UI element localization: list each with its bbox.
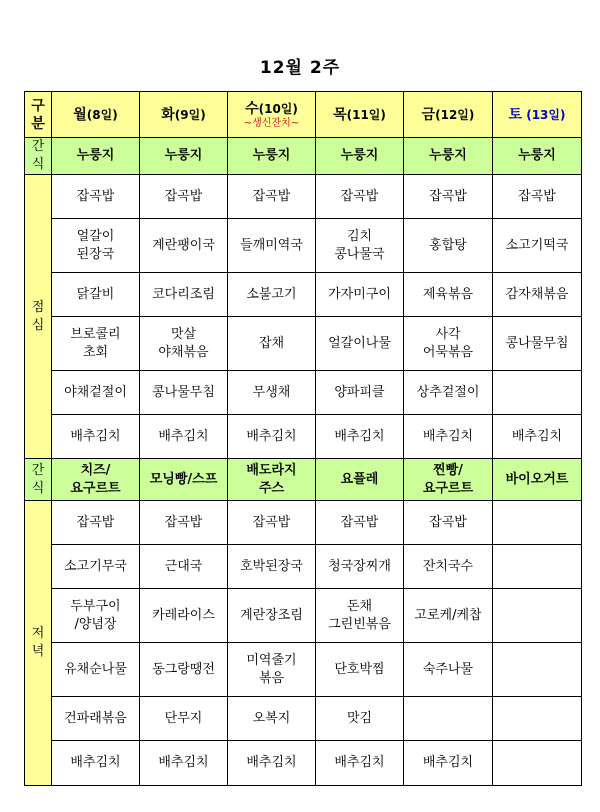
lunch-cell: 배추김치 — [316, 415, 404, 459]
lunch-cell: 배추김치 — [404, 415, 493, 459]
dinner-cell: 잔치국수 — [404, 545, 493, 589]
lunch-cell: 잡곡밥 — [52, 175, 140, 219]
lunch-cell: 얼갈이 된장국 — [52, 219, 140, 273]
lunch-label: 점 심 — [25, 175, 52, 459]
afternoon-snack-cell: 모닝빵/스프 — [140, 459, 228, 501]
day-header-0 — [52, 92, 140, 138]
lunch-cell: 잡곡밥 — [316, 175, 404, 219]
morning-snack-cell: 누룽지 — [316, 138, 404, 175]
lunch-cell: 홍합탕 — [404, 219, 493, 273]
dinner-cell: 잡곡밥 — [52, 501, 140, 545]
dinner-cell: 배추김치 — [316, 741, 404, 786]
header-label: 구분 — [25, 92, 52, 138]
dinner-cell: 건파래볶음 — [52, 697, 140, 741]
dinner-cell: 돈채 그린빈볶음 — [316, 589, 404, 643]
day-header-1 — [140, 92, 228, 138]
menu-table-body — [25, 92, 582, 786]
dinner-cell: 단호박찜 — [316, 643, 404, 697]
lunch-cell: 소고기떡국 — [493, 219, 582, 273]
morning-snack-label: 간식 — [25, 138, 52, 175]
page-title: 12월 2주 — [259, 58, 341, 78]
dinner-row — [25, 545, 582, 589]
day-date: (9일) — [174, 107, 206, 122]
dinner-cell: 카레라이스 — [140, 589, 228, 643]
morning-snack-cell: 누룽지 — [228, 138, 316, 175]
dinner-cell: 잡곡밥 — [140, 501, 228, 545]
day-name: 목 — [333, 106, 347, 123]
day-date: (10일) — [258, 102, 298, 116]
day-header-2 — [228, 92, 316, 138]
dinner-row — [25, 697, 582, 741]
dinner-cell — [493, 589, 582, 643]
day-name: 월 — [73, 106, 87, 123]
lunch-cell: 닭갈비 — [52, 273, 140, 317]
lunch-cell: 야채겉절이 — [52, 371, 140, 415]
dinner-cell: 배추김치 — [404, 741, 493, 786]
day-date: (12일) — [435, 107, 475, 122]
morning-snack-cell: 누룽지 — [404, 138, 493, 175]
dinner-cell: 배추김치 — [140, 741, 228, 786]
dinner-cell: 오복지 — [228, 697, 316, 741]
lunch-cell: 사각 어묵볶음 — [404, 317, 493, 371]
afternoon-snack-cell: 치즈/ 요구르트 — [52, 459, 140, 501]
lunch-cell: 양파피클 — [316, 371, 404, 415]
dinner-cell: 단무지 — [140, 697, 228, 741]
dinner-cell: 배추김치 — [52, 741, 140, 786]
afternoon-snack-label: 간식 — [25, 459, 52, 501]
day-date: (8일) — [86, 107, 118, 122]
lunch-cell: 배추김치 — [140, 415, 228, 459]
afternoon-snack-cell: 찐빵/ 요구르트 — [404, 459, 493, 501]
dinner-cell: 고로케/케찹 — [404, 589, 493, 643]
dinner-cell: 잡곡밥 — [404, 501, 493, 545]
dinner-row — [25, 589, 582, 643]
dinner-label: 저 녁 — [25, 501, 52, 786]
dinner-cell — [493, 501, 582, 545]
lunch-row — [25, 371, 582, 415]
afternoon-snack-cell: 바이오거트 — [493, 459, 582, 501]
dinner-cell — [404, 697, 493, 741]
dinner-row — [25, 741, 582, 786]
day-header-4 — [404, 92, 493, 138]
day-name: 토 — [508, 106, 523, 123]
day-name: 수 — [245, 101, 259, 117]
dinner-row — [25, 643, 582, 697]
dinner-cell — [493, 643, 582, 697]
lunch-cell: 얼갈이나물 — [316, 317, 404, 371]
lunch-cell: 잡채 — [228, 317, 316, 371]
dinner-cell: 호박된장국 — [228, 545, 316, 589]
day-name: 금 — [421, 106, 436, 123]
lunch-cell: 잡곡밥 — [404, 175, 493, 219]
lunch-cell: 코다리조림 — [140, 273, 228, 317]
lunch-cell: 계란팽이국 — [140, 219, 228, 273]
dinner-cell: 근대국 — [140, 545, 228, 589]
dinner-row — [25, 501, 582, 545]
lunch-cell: 잡곡밥 — [493, 175, 582, 219]
morning-snack-row — [25, 138, 582, 175]
dinner-cell: 두부구이 /양념장 — [52, 589, 140, 643]
lunch-cell: 배추김치 — [228, 415, 316, 459]
dinner-cell: 잡곡밥 — [228, 501, 316, 545]
lunch-cell: 맛살 야채볶음 — [140, 317, 228, 371]
weekly-menu-table — [24, 91, 582, 786]
day-header-5 — [493, 92, 582, 138]
lunch-row — [25, 415, 582, 459]
lunch-cell: 상추겉절이 — [404, 371, 493, 415]
dinner-cell: 잡곡밥 — [316, 501, 404, 545]
afternoon-snack-cell: 요플레 — [316, 459, 404, 501]
dinner-cell: 숙주나물 — [404, 643, 493, 697]
dinner-cell: 미역줄기 볶음 — [228, 643, 316, 697]
lunch-row — [25, 273, 582, 317]
dinner-cell: 청국장찌개 — [316, 545, 404, 589]
dinner-cell: 소고기무국 — [52, 545, 140, 589]
lunch-row — [25, 317, 582, 371]
morning-snack-cell: 누룽지 — [493, 138, 582, 175]
lunch-cell: 배추김치 — [493, 415, 582, 459]
morning-snack-cell: 누룽지 — [140, 138, 228, 175]
lunch-cell: 배추김치 — [52, 415, 140, 459]
day-subtitle: ~생신잔치~ — [243, 118, 300, 129]
dinner-cell: 맛김 — [316, 697, 404, 741]
lunch-cell — [493, 371, 582, 415]
lunch-cell: 감자채볶음 — [493, 273, 582, 317]
day-header-3 — [316, 92, 404, 138]
dinner-cell: 유채순나물 — [52, 643, 140, 697]
day-date: (13일) — [522, 107, 566, 122]
dinner-cell — [493, 545, 582, 589]
dinner-cell: 계란장조림 — [228, 589, 316, 643]
lunch-row — [25, 219, 582, 273]
lunch-cell: 브로콜리 초회 — [52, 317, 140, 371]
header-row — [25, 92, 582, 138]
lunch-cell: 콩나물무침 — [140, 371, 228, 415]
dinner-cell — [493, 741, 582, 786]
lunch-cell: 잡곡밥 — [140, 175, 228, 219]
lunch-cell: 잡곡밥 — [228, 175, 316, 219]
lunch-cell: 가자미구이 — [316, 273, 404, 317]
afternoon-snack-row — [25, 459, 582, 501]
afternoon-snack-cell: 배도라지 주스 — [228, 459, 316, 501]
dinner-cell: 동그랑땡전 — [140, 643, 228, 697]
morning-snack-cell: 누룽지 — [52, 138, 140, 175]
lunch-cell: 제육볶음 — [404, 273, 493, 317]
day-name: 화 — [161, 106, 175, 123]
dinner-cell: 배추김치 — [228, 741, 316, 786]
lunch-cell: 김치 콩나물국 — [316, 219, 404, 273]
lunch-cell: 무생채 — [228, 371, 316, 415]
lunch-cell: 소불고기 — [228, 273, 316, 317]
lunch-cell: 콩나물무침 — [493, 317, 582, 371]
lunch-row — [25, 175, 582, 219]
lunch-cell: 들깨미역국 — [228, 219, 316, 273]
day-date: (11일) — [346, 107, 386, 122]
dinner-cell — [493, 697, 582, 741]
